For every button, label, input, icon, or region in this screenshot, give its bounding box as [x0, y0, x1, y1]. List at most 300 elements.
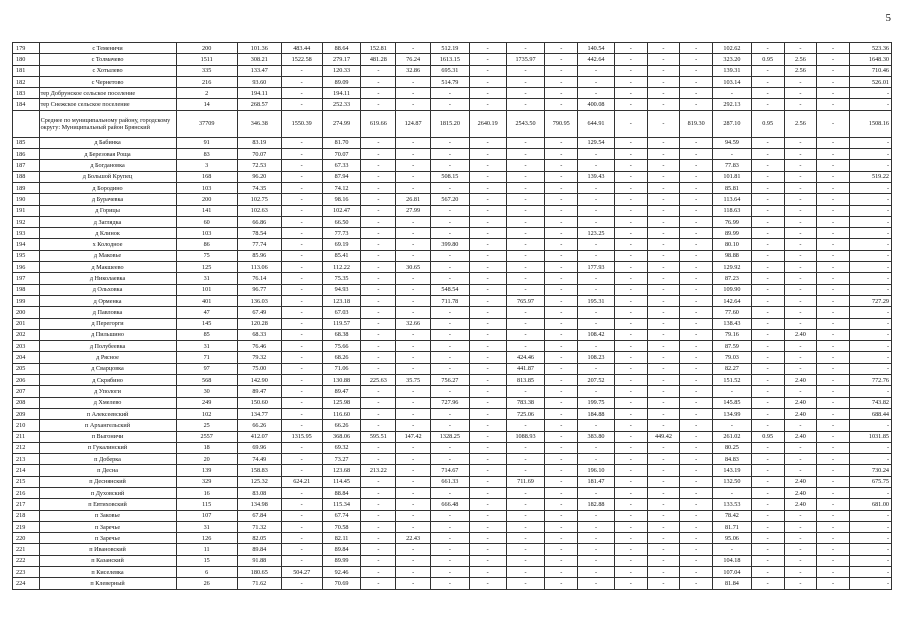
value-cell: -	[506, 329, 545, 340]
value-cell: -	[545, 567, 578, 578]
value-cell: -	[361, 521, 396, 532]
value-cell: -	[817, 295, 850, 306]
value-cell: -	[849, 454, 891, 465]
value-cell: -	[469, 194, 506, 205]
value-cell: 2.56	[784, 54, 817, 65]
value-cell: -	[614, 137, 647, 148]
value-cell: 133.47	[237, 65, 281, 76]
value-cell: -	[469, 555, 506, 566]
value-cell: -	[361, 578, 396, 589]
value-cell: -	[614, 76, 647, 87]
value-cell: -	[545, 43, 578, 54]
value-cell: 200	[176, 43, 237, 54]
row-number-cell: 189	[13, 182, 40, 193]
value-cell: -	[281, 262, 322, 273]
value-cell: -	[784, 578, 817, 589]
settlement-name-cell: Среднее по муниципальному району, городскому округу: Муниципальный район Брянский	[39, 110, 176, 137]
value-cell: 78.42	[713, 510, 752, 521]
value-cell: 424.46	[506, 352, 545, 363]
value-cell: -	[396, 284, 431, 295]
value-cell: -	[614, 171, 647, 182]
value-cell: -	[281, 99, 322, 110]
table-row	[13, 465, 892, 476]
value-cell: -	[751, 454, 784, 465]
value-cell: -	[849, 160, 891, 171]
value-cell: -	[281, 307, 322, 318]
value-cell: 1815.20	[430, 110, 469, 137]
value-cell: 16	[176, 487, 237, 498]
value-cell: 383.80	[578, 431, 615, 442]
value-cell: -	[817, 205, 850, 216]
value-cell: -	[469, 431, 506, 442]
value-cell: 31	[176, 341, 237, 352]
value-cell: -	[396, 397, 431, 408]
value-cell: -	[817, 499, 850, 510]
value-cell: 132.50	[713, 476, 752, 487]
value-cell: -	[784, 307, 817, 318]
value-cell: -	[281, 352, 322, 363]
value-cell: -	[396, 239, 431, 250]
settlement-name-cell: д Макшеево	[39, 262, 176, 273]
value-cell: -	[545, 149, 578, 160]
value-cell: -	[647, 307, 680, 318]
value-cell: -	[281, 273, 322, 284]
value-cell: -	[817, 43, 850, 54]
value-cell: -	[849, 363, 891, 374]
row-number-cell	[13, 110, 40, 137]
row-number-cell: 222	[13, 555, 40, 566]
value-cell: 72.53	[237, 160, 281, 171]
value-cell: -	[647, 341, 680, 352]
value-cell: -	[430, 160, 469, 171]
value-cell: 568	[176, 375, 237, 386]
value-cell: 225.63	[361, 375, 396, 386]
row-number-cell: 194	[13, 239, 40, 250]
value-cell: -	[751, 510, 784, 521]
value-cell: 70.58	[322, 521, 361, 532]
value-cell: 79.03	[713, 352, 752, 363]
value-cell: -	[751, 420, 784, 431]
value-cell: -	[680, 239, 713, 250]
value-cell: -	[784, 284, 817, 295]
value-cell: -	[506, 205, 545, 216]
value-cell: 89.47	[237, 386, 281, 397]
value-cell: -	[817, 363, 850, 374]
table-row	[13, 149, 892, 160]
value-cell: -	[469, 329, 506, 340]
value-cell: -	[361, 228, 396, 239]
value-cell: -	[751, 533, 784, 544]
value-cell: -	[361, 273, 396, 284]
value-cell: -	[430, 578, 469, 589]
value-cell: 136.03	[237, 295, 281, 306]
value-cell: -	[469, 88, 506, 99]
table-row	[13, 205, 892, 216]
row-number-cell: 219	[13, 521, 40, 532]
value-cell: -	[784, 194, 817, 205]
value-cell: -	[430, 533, 469, 544]
value-cell: 400.08	[578, 99, 615, 110]
value-cell: 86	[176, 239, 237, 250]
value-cell: -	[396, 137, 431, 148]
table-row	[13, 228, 892, 239]
value-cell: 85	[176, 329, 237, 340]
value-cell: 725.06	[506, 408, 545, 419]
value-cell: -	[784, 160, 817, 171]
value-cell: -	[751, 250, 784, 261]
value-cell: -	[849, 386, 891, 397]
value-cell: -	[469, 273, 506, 284]
value-cell: 68.38	[322, 329, 361, 340]
value-cell: -	[578, 521, 615, 532]
value-cell: -	[614, 487, 647, 498]
value-cell: 78.54	[237, 228, 281, 239]
value-cell: -	[817, 567, 850, 578]
value-cell: -	[751, 487, 784, 498]
settlement-name-cell: с Толмачево	[39, 54, 176, 65]
value-cell: -	[849, 352, 891, 363]
value-cell: 92.46	[322, 567, 361, 578]
value-cell: -	[578, 567, 615, 578]
value-cell: 102.75	[237, 194, 281, 205]
value-cell: 73.27	[322, 454, 361, 465]
table-body	[13, 43, 892, 590]
value-cell: -	[469, 442, 506, 453]
value-cell: 133.53	[713, 499, 752, 510]
value-cell: -	[817, 88, 850, 99]
value-cell: -	[469, 171, 506, 182]
value-cell: -	[751, 149, 784, 160]
value-cell: 207.52	[578, 375, 615, 386]
value-cell: -	[469, 205, 506, 216]
value-cell: -	[817, 160, 850, 171]
value-cell: 714.67	[430, 465, 469, 476]
value-cell: -	[680, 544, 713, 555]
table-row	[13, 352, 892, 363]
value-cell: 199.75	[578, 397, 615, 408]
value-cell: 60	[176, 216, 237, 227]
value-cell: -	[817, 555, 850, 566]
value-cell: 102.62	[713, 43, 752, 54]
value-cell: -	[506, 88, 545, 99]
value-cell: -	[506, 160, 545, 171]
value-cell: 35.75	[396, 375, 431, 386]
value-cell: -	[281, 454, 322, 465]
value-cell: -	[849, 487, 891, 498]
value-cell: 346.38	[237, 110, 281, 137]
value-cell: -	[469, 295, 506, 306]
table-row	[13, 408, 892, 419]
value-cell: -	[784, 76, 817, 87]
value-cell: 180.65	[237, 567, 281, 578]
value-cell: -	[545, 363, 578, 374]
value-cell: 308.21	[237, 54, 281, 65]
value-cell: -	[647, 420, 680, 431]
value-cell: 115	[176, 499, 237, 510]
value-cell: -	[361, 555, 396, 566]
value-cell: -	[361, 88, 396, 99]
value-cell: -	[647, 476, 680, 487]
table-row	[13, 262, 892, 273]
value-cell: -	[849, 284, 891, 295]
value-cell: 2.40	[784, 476, 817, 487]
table-row	[13, 578, 892, 589]
value-cell: 268.57	[237, 99, 281, 110]
value-cell: -	[784, 510, 817, 521]
value-cell: -	[680, 149, 713, 160]
value-cell: -	[751, 352, 784, 363]
value-cell: 87.59	[713, 341, 752, 352]
value-cell: -	[469, 160, 506, 171]
value-cell: 82.05	[237, 533, 281, 544]
value-cell: -	[647, 397, 680, 408]
value-cell: -	[614, 216, 647, 227]
value-cell: -	[578, 273, 615, 284]
value-cell: -	[647, 408, 680, 419]
value-cell: -	[647, 182, 680, 193]
value-cell: -	[578, 250, 615, 261]
value-cell: -	[361, 171, 396, 182]
value-cell: -	[784, 149, 817, 160]
value-cell: -	[817, 65, 850, 76]
value-cell: 101.36	[237, 43, 281, 54]
settlement-name-cell: д Хмелево	[39, 397, 176, 408]
value-cell: -	[817, 284, 850, 295]
row-number-cell: 192	[13, 216, 40, 227]
value-cell: -	[784, 182, 817, 193]
value-cell: 194.11	[237, 88, 281, 99]
value-cell: -	[614, 397, 647, 408]
value-cell: 108.23	[578, 352, 615, 363]
value-cell: -	[647, 499, 680, 510]
value-cell: 504.27	[281, 567, 322, 578]
value-cell: -	[849, 250, 891, 261]
table-row	[13, 533, 892, 544]
value-cell: -	[817, 533, 850, 544]
value-cell: -	[680, 521, 713, 532]
row-number-cell: 196	[13, 262, 40, 273]
value-cell: 89.84	[237, 544, 281, 555]
value-cell: 118.63	[713, 205, 752, 216]
value-cell: -	[680, 216, 713, 227]
value-cell: 76.46	[237, 341, 281, 352]
value-cell: -	[849, 555, 891, 566]
value-cell: -	[817, 465, 850, 476]
value-cell: 120.28	[237, 318, 281, 329]
value-cell: 0.95	[751, 431, 784, 442]
settlement-name-cell: д Перегорги	[39, 318, 176, 329]
value-cell: -	[506, 262, 545, 273]
value-cell: 2.40	[784, 487, 817, 498]
value-cell: -	[849, 239, 891, 250]
value-cell: -	[680, 88, 713, 99]
value-cell: 26	[176, 578, 237, 589]
value-cell: -	[680, 262, 713, 273]
value-cell: -	[614, 43, 647, 54]
value-cell: -	[469, 567, 506, 578]
value-cell: 158.83	[237, 465, 281, 476]
settlement-name-cell: п Евтиховский	[39, 499, 176, 510]
value-cell: -	[751, 43, 784, 54]
value-cell: 79.32	[237, 352, 281, 363]
value-cell: 102.63	[237, 205, 281, 216]
settlement-name-cell: д Николаевка	[39, 273, 176, 284]
value-cell: 2557	[176, 431, 237, 442]
value-cell: -	[396, 149, 431, 160]
value-cell: -	[680, 99, 713, 110]
value-cell: -	[784, 544, 817, 555]
value-cell: -	[751, 262, 784, 273]
value-cell: -	[396, 273, 431, 284]
value-cell: -	[614, 521, 647, 532]
value-cell: -	[281, 375, 322, 386]
value-cell: -	[361, 408, 396, 419]
value-cell: -	[396, 216, 431, 227]
value-cell: -	[545, 499, 578, 510]
row-number-cell: 205	[13, 363, 40, 374]
value-cell: -	[680, 329, 713, 340]
value-cell: -	[506, 250, 545, 261]
value-cell: 94.59	[713, 137, 752, 148]
value-cell: -	[545, 465, 578, 476]
value-cell: -	[647, 352, 680, 363]
table-row	[13, 567, 892, 578]
value-cell: -	[817, 408, 850, 419]
value-cell: -	[506, 182, 545, 193]
settlement-name-cell: п Деснянский	[39, 476, 176, 487]
value-cell: 150.60	[237, 397, 281, 408]
value-cell: -	[430, 149, 469, 160]
value-cell: 20	[176, 454, 237, 465]
value-cell: -	[281, 442, 322, 453]
value-cell: -	[849, 329, 891, 340]
value-cell: -	[396, 250, 431, 261]
value-cell: 483.44	[281, 43, 322, 54]
value-cell: -	[545, 420, 578, 431]
value-cell: -	[281, 397, 322, 408]
value-cell: 67.33	[322, 160, 361, 171]
value-cell: -	[751, 397, 784, 408]
table-row	[13, 510, 892, 521]
value-cell: -	[817, 510, 850, 521]
value-cell: 74.35	[237, 182, 281, 193]
value-cell: -	[506, 43, 545, 54]
value-cell: -	[430, 329, 469, 340]
value-cell: 84.83	[713, 454, 752, 465]
value-cell: 25	[176, 420, 237, 431]
value-cell: 624.21	[281, 476, 322, 487]
value-cell: 75	[176, 250, 237, 261]
value-cell: -	[396, 510, 431, 521]
value-cell: -	[647, 465, 680, 476]
value-cell: -	[281, 239, 322, 250]
value-cell: -	[647, 205, 680, 216]
value-cell: 145.85	[713, 397, 752, 408]
value-cell: -	[614, 363, 647, 374]
value-cell: 69.19	[322, 239, 361, 250]
value-cell: -	[281, 284, 322, 295]
value-cell: 68.26	[322, 352, 361, 363]
value-cell: -	[361, 250, 396, 261]
settlement-name-cell: с Хотылево	[39, 65, 176, 76]
value-cell: -	[361, 397, 396, 408]
value-cell: -	[751, 567, 784, 578]
row-number-cell: 198	[13, 284, 40, 295]
value-cell: -	[545, 54, 578, 65]
value-cell: -	[784, 386, 817, 397]
value-cell: 89.09	[322, 76, 361, 87]
value-cell: 96.77	[237, 284, 281, 295]
value-cell: -	[578, 149, 615, 160]
value-cell: -	[751, 99, 784, 110]
value-cell: -	[506, 318, 545, 329]
value-cell: 125	[176, 262, 237, 273]
value-cell: -	[647, 273, 680, 284]
table-row	[13, 431, 892, 442]
value-cell: -	[506, 284, 545, 295]
value-cell: -	[751, 476, 784, 487]
value-cell: 103	[176, 182, 237, 193]
value-cell: -	[506, 454, 545, 465]
value-cell: 115.34	[322, 499, 361, 510]
value-cell: 75.00	[237, 363, 281, 374]
value-cell: 93.60	[237, 76, 281, 87]
value-cell: -	[545, 250, 578, 261]
value-cell: -	[545, 375, 578, 386]
value-cell: 200	[176, 194, 237, 205]
value-cell: -	[430, 567, 469, 578]
value-cell: 681.00	[849, 499, 891, 510]
value-cell: -	[751, 239, 784, 250]
settlement-name-cell: д Березовая Роща	[39, 149, 176, 160]
value-cell: -	[849, 533, 891, 544]
value-cell: 32.86	[396, 65, 431, 76]
value-cell: -	[506, 194, 545, 205]
value-cell: -	[614, 99, 647, 110]
value-cell: -	[817, 397, 850, 408]
value-cell: -	[614, 262, 647, 273]
value-cell: -	[817, 487, 850, 498]
value-cell: -	[784, 567, 817, 578]
value-cell: -	[680, 182, 713, 193]
value-cell: -	[849, 194, 891, 205]
page-number: 5	[885, 12, 891, 24]
value-cell: -	[396, 43, 431, 54]
value-cell: 102	[176, 408, 237, 419]
value-cell: 216	[176, 76, 237, 87]
value-cell: -	[614, 442, 647, 453]
value-cell: -	[578, 442, 615, 453]
settlement-name-cell: д Павловка	[39, 307, 176, 318]
value-cell: -	[506, 137, 545, 148]
settlement-name-cell: д Клинок	[39, 228, 176, 239]
value-cell: -	[647, 555, 680, 566]
value-cell: -	[647, 54, 680, 65]
value-cell: 22.43	[396, 533, 431, 544]
value-cell: 88.84	[322, 487, 361, 498]
value-cell: -	[849, 228, 891, 239]
value-cell: -	[469, 510, 506, 521]
value-cell: -	[578, 420, 615, 431]
value-cell: -	[647, 160, 680, 171]
value-cell: -	[545, 171, 578, 182]
value-cell: -	[817, 352, 850, 363]
value-cell: -	[647, 567, 680, 578]
value-cell: -	[430, 182, 469, 193]
value-cell: -	[281, 149, 322, 160]
value-cell: -	[751, 341, 784, 352]
settlement-name-cell: д Скрябино	[39, 375, 176, 386]
